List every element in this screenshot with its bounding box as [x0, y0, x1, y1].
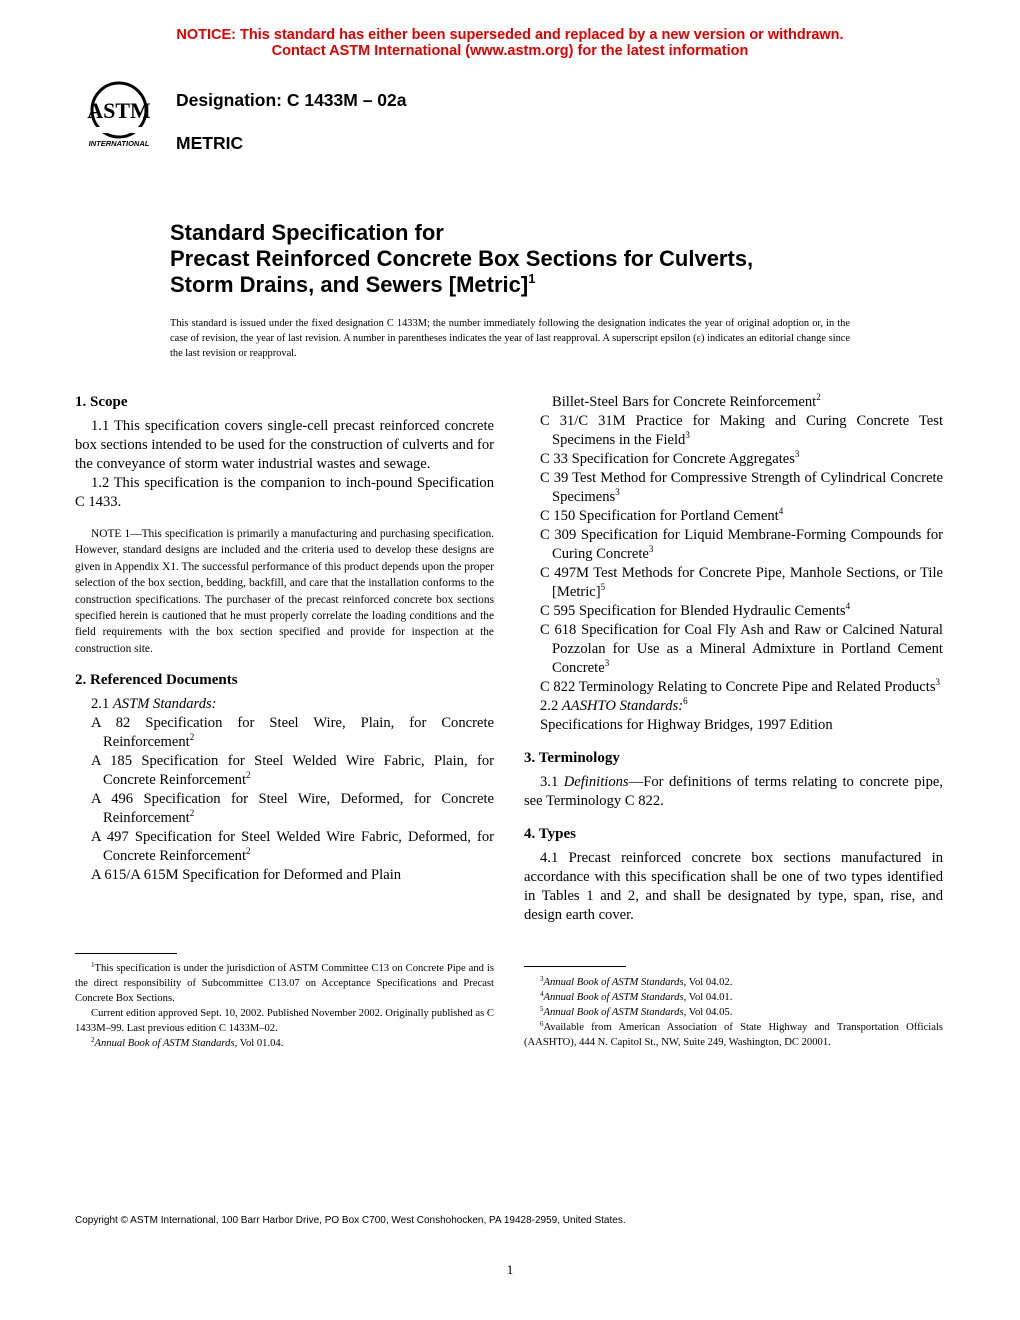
paragraph-1-1: 1.1 This specification covers single-cell precast reinforced concrete box sections intended to be used for the construction of culverts and for the conveyance of storm water industrial wastes and sewage. — [75, 418, 494, 472]
title-line-2: Precast Reinforced Concrete Box Sections for Culverts, — [170, 246, 754, 271]
terminology-heading: 3. Terminology — [524, 750, 620, 766]
page-number: 1 — [506, 1262, 514, 1277]
right-column — [524, 393, 943, 925]
reference-item: Billet-Steel Bars for Concrete Reinforcement$^2$ — [552, 392, 821, 410]
reference-item: A 185 Specification for Steel Welded Wire Fabric, Plain, for Concrete Reinforcement$^2$ — [91, 753, 494, 789]
footnote-divider-right — [524, 966, 626, 967]
left-column — [75, 393, 494, 885]
footnote-3: $^3$Annual Book of ASTM Standards, Vol 04.02. — [540, 975, 733, 988]
footnote-1: $^1$This specification is under the jurisdiction of ASTM Committee C13 on Concrete Pipe and is the direct responsibility of Subcommittee C13.07 on Acceptance Specifications and Precast Concrete Box Sections. — [75, 961, 494, 1004]
referenced-documents-heading: 2. Referenced Documents — [75, 672, 238, 689]
paragraph-1-2: 1.2 This specification is the companion to inch-pound Specification C 1433. — [75, 475, 494, 510]
footnote-edition: Current edition approved Sept. 10, 2002. Published November 2002. Originally published as C 1433M–99. Last previous edition C 1433M–02. — [75, 1008, 494, 1034]
footnote-6: $^6$Available from American Association of State Highway and Transportation Officials (AASHTO), 444 N. Capitol St., NW, Suite 249, Washington, DC 20001. — [524, 1020, 943, 1048]
notice-line-2: Contact ASTM International (www.astm.org) for the latest information — [271, 43, 749, 59]
logo-sub: INTERNATIONAL — [88, 139, 150, 148]
reference-item: C 150 Specification for Portland Cement$^4$ — [540, 506, 784, 524]
footnotes-right — [524, 975, 943, 1050]
reference-item: A 615/A 615M Specification for Deformed and Plain — [91, 867, 402, 884]
footnote-divider-left — [75, 953, 177, 954]
copyright-notice: Copyright © ASTM International, 100 Barr Harbor Drive, PO Box C700, West Conshohocken, PA 19428-2959, United States. — [75, 1215, 626, 1226]
paragraph-4-1: 4.1 Precast reinforced concrete box sections manufactured in accordance with this specification shall be one of two types identified in Tables 1 and 2, and shall be designated by type, span, rise, and design earth cover. — [524, 850, 943, 923]
reference-item: C 822 Terminology Relating to Concrete Pipe and Related Products$^3$ — [540, 677, 941, 695]
title-line-1: Standard Specification for — [170, 220, 444, 245]
astm-reference-list-continued — [524, 393, 943, 735]
aashto-item: Specifications for Highway Bridges, 1997 Edition — [540, 717, 833, 733]
astm-logo — [74, 78, 164, 148]
reference-item: C 497M Test Methods for Concrete Pipe, Manhole Sections, or Tile [Metric]$^5$ — [540, 565, 943, 600]
reference-item: A 497 Specification for Steel Welded Wire Fabric, Deformed, for Concrete Reinforcement$^2$ — [91, 829, 494, 865]
reference-item: C 31/C 31M Practice for Making and Curing Concrete Test Specimens in the Field$^3$ — [540, 413, 943, 448]
scope-heading: 1. Scope — [75, 394, 128, 410]
reference-item: C 309 Specification for Liquid Membrane-Forming Compounds for Curing Concrete$^3$ — [540, 527, 943, 562]
metric-label: METRIC — [176, 133, 244, 153]
reference-item: C 33 Specification for Concrete Aggregates$^3$ — [540, 449, 800, 467]
title-footnote-ref: 1 — [528, 271, 536, 286]
footnote-2: $^2$Annual Book of ASTM Standards, Vol 01.04. — [91, 1036, 284, 1049]
notice-line-1: NOTICE: This standard has either been superseded and replaced by a new version or withdrawn. — [176, 27, 844, 43]
document-title — [170, 220, 753, 298]
astm-logo-icon — [74, 78, 164, 148]
reference-item: A 82 Specification for Steel Wire, Plain, for Concrete Reinforcement$^2$ — [91, 715, 494, 751]
aashto-standards-label: 2.2 AASHTO Standards:$^6$ — [540, 696, 688, 714]
footnote-5: $^5$Annual Book of ASTM Standards, Vol 04.05. — [540, 1005, 733, 1018]
issuance-statement: This standard is issued under the fixed designation C 1433M; the number immediately following the designation indicates the year of original adoption or, in the case of revision, the year of last revision. A number in parentheses indicates the year of last reapproval. A superscript epsilon (ε) indicates an editorial change since the last revision or reapproval. — [170, 318, 850, 359]
reference-item: A 496 Specification for Steel Wire, Deformed, for Concrete Reinforcement$^2$ — [91, 791, 494, 827]
note-1: NOTE 1—This specification is primarily a manufacturing and purchasing specification. However, standard designs are included and the criteria used to develop these designs are given in Appendix X1. The successful performance of this product depends upon the proper selection of the box section, bedding, backfill, and care that the installation conforms to the construction specifications. The purchaser of the precast reinforced concrete box sections specified herein is cautioned that he must properly correlate the loading conditions and the field requirements with the box section specified and provide for inspection at the construction site. — [75, 528, 494, 655]
designation: Designation: C 1433M – 02a — [176, 90, 407, 110]
reference-item: C 595 Specification for Blended Hydraulic Cements$^4$ — [540, 601, 851, 619]
logo-letters: ASTM — [87, 98, 151, 123]
astm-reference-list — [75, 714, 494, 885]
footnotes-left — [75, 961, 494, 1051]
paragraph-3-1: 3.1 Definitions—For definitions of terms relating to concrete pipe, see Terminology C 822. — [524, 774, 943, 809]
reference-item: C 618 Specification for Coal Fly Ash and Raw or Calcined Natural Pozzolan for Use as a Mineral Admixture in Portland Cement Concrete$^3$ — [540, 622, 943, 676]
reference-item: C 39 Test Method for Compressive Strength of Cylindrical Concrete Specimens$^3$ — [540, 470, 943, 505]
types-heading: 4. Types — [524, 826, 576, 842]
footnote-4: $^4$Annual Book of ASTM Standards, Vol 04.01. — [540, 990, 733, 1003]
astm-standards-label: 2.1 ASTM Standards: — [91, 696, 217, 713]
title-line-3: Storm Drains, and Sewers [Metric]$^1$ — [170, 271, 536, 297]
